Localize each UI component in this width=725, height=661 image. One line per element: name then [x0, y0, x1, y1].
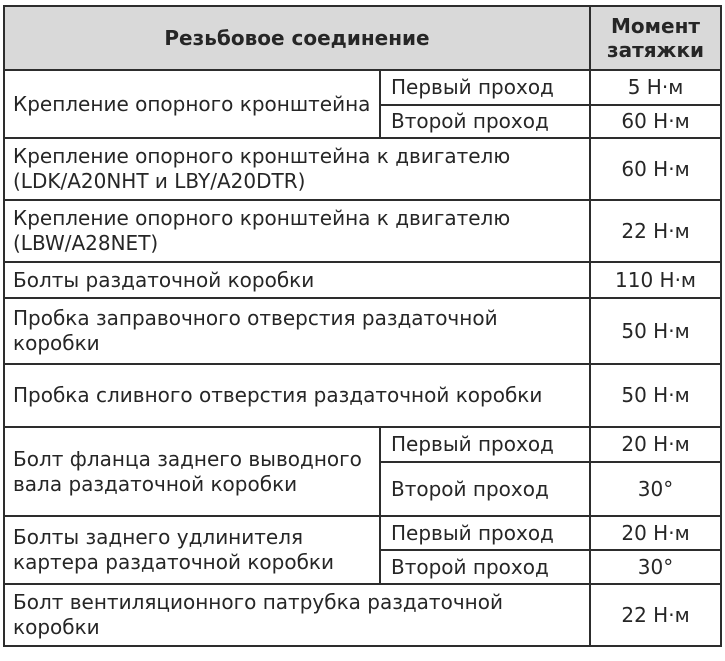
row-name: Болты раздаточной коробки — [4, 262, 590, 298]
header-connection: Резьбовое соединение — [4, 6, 590, 70]
row-name: Пробка сливного отверстия раздаточной коробки — [4, 364, 590, 427]
table-row — [4, 364, 721, 427]
torque-table — [3, 5, 722, 647]
torque-value: 30° — [590, 462, 721, 516]
row-name: Крепление опорного кронштейна — [4, 70, 380, 138]
table-row — [4, 584, 721, 646]
torque-value: 50 Н·м — [590, 364, 721, 427]
table-row — [4, 262, 721, 298]
torque-value: 30° — [590, 550, 721, 584]
torque-value: 50 Н·м — [590, 298, 721, 364]
pass-label: Второй проход — [380, 462, 590, 516]
header-torque — [590, 6, 721, 70]
torque-value: 60 Н·м — [590, 105, 721, 138]
table-row — [4, 200, 721, 262]
row-name: Болт фланца заднего выводного вала раздаточной коробки — [4, 427, 380, 516]
torque-value: 110 Н·м — [590, 262, 721, 298]
pass-label: Первый проход — [380, 70, 590, 105]
pass-label: Второй проход — [380, 105, 590, 138]
torque-value: 60 Н·м — [590, 138, 721, 200]
table-row — [4, 138, 721, 200]
torque-value: 5 Н·м — [590, 70, 721, 105]
row-name: Пробка заправочного отверстия раздаточной коробки — [4, 298, 590, 364]
row-name: Болт вентиляционного патрубка раздаточной коробки — [4, 584, 590, 646]
table-row — [4, 70, 721, 105]
header-torque-line2: затяжки — [606, 38, 705, 62]
table-header-row — [4, 6, 721, 70]
row-name: Крепление опорного кронштейна к двигателю (LBW/A28NET) — [4, 200, 590, 262]
pass-label: Второй проход — [380, 550, 590, 584]
table-row — [4, 516, 721, 550]
row-name: Болты заднего удлинителя картера раздаточной коробки — [4, 516, 380, 584]
row-name: Крепление опорного кронштейна к двигателю (LDK/A20NHT и LBY/A20DTR) — [4, 138, 590, 200]
torque-value: 22 Н·м — [590, 584, 721, 646]
pass-label: Первый проход — [380, 427, 590, 462]
table-row — [4, 427, 721, 462]
torque-value: 20 Н·м — [590, 516, 721, 550]
header-torque-line1: Момент — [611, 14, 700, 38]
torque-value: 20 Н·м — [590, 427, 721, 462]
table-row — [4, 298, 721, 364]
pass-label: Первый проход — [380, 516, 590, 550]
torque-value: 22 Н·м — [590, 200, 721, 262]
